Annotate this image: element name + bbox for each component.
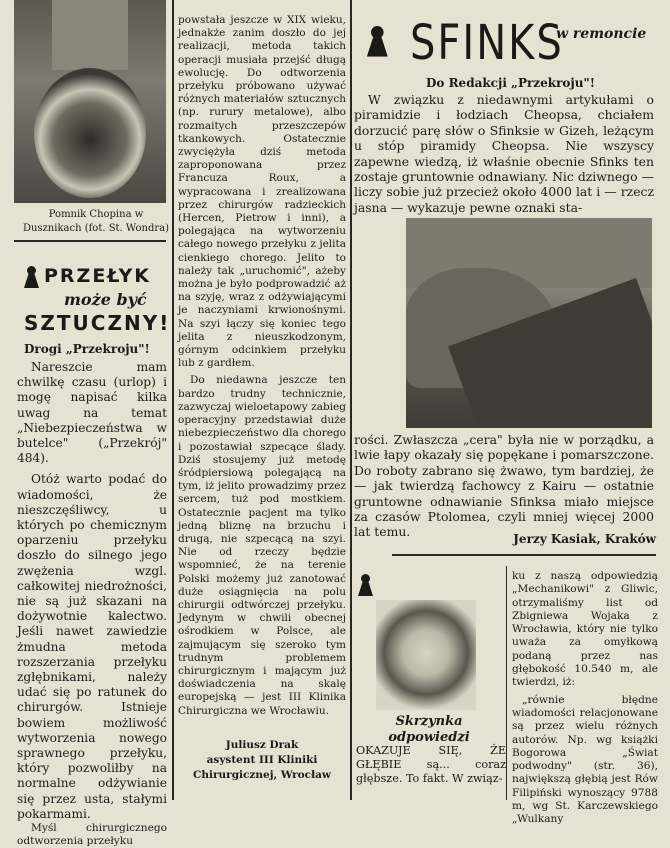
paragraph: Nareszcie mam chwilkę czasu (urlop) i mogę napisać kilka uwag na temat „Niebezpieczeństwa w butelce" („Przekrój" 484). (17, 360, 167, 466)
article-title-end: SZTUCZNY! (24, 311, 171, 335)
paragraph: „równie błędne wiadomości relacjonowane są przez wielu różnych autorów. Np. wg książki Bogorowa „Świat podwodny" (str. 36), największą głębią jest Rów Filipiński wynoszący 9788 m, wg St. Karczewskiego „Wulkany (512, 693, 658, 826)
article-title: SFINKS (410, 16, 564, 72)
chess-pawn-icon (364, 26, 389, 57)
article-title: PRZEŁYK (44, 265, 152, 287)
section-label (382, 714, 476, 746)
answer-text (356, 744, 506, 786)
paragraph: W związku z niedawnymi artykułami o piramidzie i łodziach Cheopsa, chciałem dorzucić parę słów o Sfinksie w Gizeh, leżącym u stóp piramidy Cheopsa. Nie wszyscy zapewne wiedzą, iż właśnie obecnie Sfinks ten zostaje gruntownie odnawiany. Nic dziwnego — liczy sobie już przecież około 4000 lat i — rzecz jasna — wykazuje pewne oznaki sta- (354, 92, 654, 215)
divider (14, 240, 166, 242)
portrait-photo (376, 600, 476, 710)
paragraph: OKAZUJE SIĘ, ŻE GŁĘBIE są... coraz głębsze. To fakt. W związ- (356, 744, 506, 785)
signature-name: Juliusz Drak (225, 739, 299, 751)
paragraph: Myśl chirurgicznego odtworzenia przełyku (17, 822, 167, 848)
paragraph: ku z naszą odpowiedzią „Mechanikowi" z Gliwic, otrzymaliśmy list od Zbigniewa Wojaka z Wrocławia, który nie tylko uważa za omyłkową podaną przez nas głębokość 10.540 m, ale twierdzi, iż: (512, 570, 658, 689)
paragraph: Otóż warto podać do wiadomości, że nieszczęśliwcy, u których po chemicznym oparzeniu przełyku doszło do silnego jego zwężenia wzgl. całkowitej niedrożności, nie są już skazani na dożywotnie kalectwo. Jeśli nawet zawiedzie żmudna metoda rozszerzania przełyku zgłębnikami, należy udać się po ratunek do chirurgów. Istnieje bowiem możliwość wytworzenia nowego sprawnego przełyku, który pozwoliłby na normalne odżywianie się przez usta, stałymi pokarmami. (17, 472, 167, 821)
article-body-continued (354, 432, 654, 540)
paragraph: Do niedawna jeszcze ten bardzo trudny technicznie, zazwyczaj wieloetapowy zabieg operacyjny przedstawiał duże niebezpieczeństwo dla chorego i pozostawiał szpecące ślady. Dziś stosujemy już metodę śródpiersiową polegającą na tym, iż jelito prowadzimy przez sercem, tuż pod mostkiem. Ostatecznie pacjent ma tylko jedną bliznę na brzuchu i drugą, nie szpecącą na szyi. Nie od rzeczy będzie wspomnieć, że na terenie Polski możemy już zanotować duże osiągnięcia na polu chirurgii odtwórczej przełyku. Jedynym w chwili obecnej ośrodkiem w Polsce, ale zajmującym się szeroko tym trudnym problemem chirurgicznym i mającym już doświadczenia na skalę europejską — jest III Klinika Chirurgiczna we Wrocławiu. (178, 374, 346, 717)
article-body (354, 92, 654, 215)
column-rule (506, 566, 507, 800)
article-title-middle: może być (64, 290, 147, 309)
monument-stone (52, 0, 128, 70)
salutation: Do Redakcji „Przekroju"! (426, 76, 595, 90)
chopin-monument-photo (14, 0, 166, 203)
paragraph: rości. Zwłaszcza „cera" była nie w porządku, a lwie łapy okazały się popękane i pomarszczone. Do roboty zabrano się żwawo, tym bardziej, że — jak twierdzą fachowcy z Kairu — ostatnie gruntowne odnawianie Sfinksa miało miejsce za czasów Ptolomea, czyli mniej więcej 2000 lat temu. (354, 432, 654, 540)
article-body-middle (178, 14, 346, 718)
sphinx-photo (406, 218, 652, 428)
signature-affiliation: asystent III Kliniki Chirurgicznej, Wrocław (193, 754, 331, 781)
paragraph: powstała jeszcze w XIX wieku, jednakże zanim doszło do jej realizacji, metoda takich operacji musiała przejść długą ewolucję. Do odtworzenia przełyku próbowano używać różnych materiałów sztucznych (np. rurury metalowe), albo rozmaitych przeszczepów tkankowych. Ostatecznie zwyciężyła dziś metoda zaproponowana przez Francuza Roux, a wypracowana i zrealizowana przez chirurgów radzieckich (Hercen, Pietrow i inni), a polegająca na wytworzeniu całego nowego przełyku z jelita cienkiego chorego. Jelito to należy tak „uruchomić", ażeby można je było podprowadzić aż na szyję, wraz z odżywiającymi je naczyniami krwionośnymi. Na szyi łączy się koniec tego jelita z nieuszkodzonym, górnym odcinkiem przełyku lub z gardłem. (178, 14, 346, 370)
section-label-line: odpowiedzi (388, 730, 470, 745)
salutation: Drogi „Przekroju"! (24, 342, 150, 356)
column-rule (350, 0, 352, 800)
chess-pawn-icon (356, 574, 374, 596)
chess-pawn-icon (22, 266, 40, 288)
section-label-line: Skrzynka (395, 714, 463, 729)
wreath (34, 68, 146, 198)
article-signature: Jerzy Kasiak, Kraków (513, 532, 656, 546)
article-body-left (17, 360, 167, 848)
answer-continued (512, 570, 658, 827)
article-signature (178, 738, 346, 783)
divider (392, 554, 656, 556)
article-subtitle: w remoncie (556, 26, 647, 42)
photo-caption: Pomnik Chopina w Dusznikach (fot. St. Wondra) (22, 209, 170, 234)
column-rule (172, 0, 174, 800)
